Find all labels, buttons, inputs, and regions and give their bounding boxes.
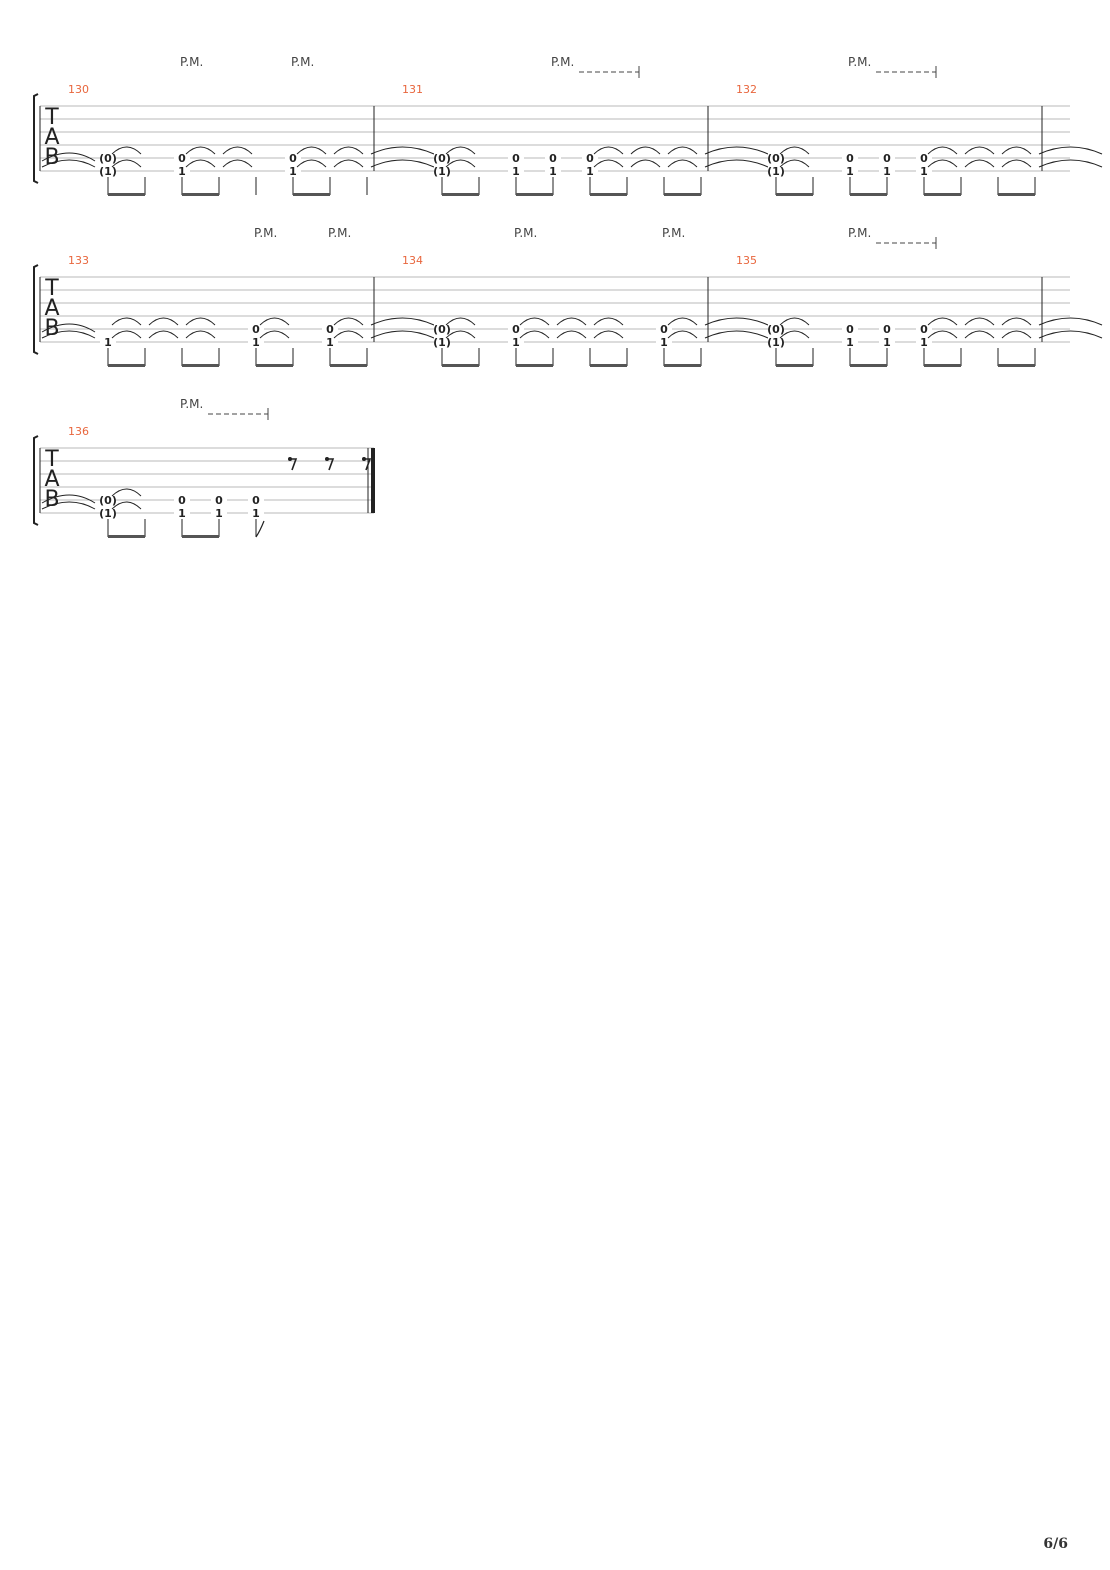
fret-number: 1 xyxy=(883,165,891,178)
tie-arc xyxy=(965,331,994,338)
palm-mute-label: P.M. xyxy=(848,226,872,240)
fret-number: (1) xyxy=(99,507,117,520)
tie-arc xyxy=(186,147,215,154)
beam xyxy=(182,535,219,538)
tie-arc xyxy=(186,160,215,167)
tie-arc xyxy=(1039,160,1102,167)
bar-number: 135 xyxy=(736,254,757,267)
system-bracket xyxy=(34,436,38,525)
fret-number: 1 xyxy=(883,336,891,349)
tie-arc xyxy=(186,318,215,325)
tie-arc xyxy=(149,331,178,338)
beam xyxy=(998,193,1035,196)
tie-arc xyxy=(965,318,994,325)
tab-clef-letter: A xyxy=(44,125,60,150)
fret-number: 0 xyxy=(846,152,854,165)
fret-number: 1 xyxy=(920,336,928,349)
fret-number: 1 xyxy=(846,336,854,349)
fret-number: (1) xyxy=(433,165,451,178)
tie-arc xyxy=(1002,147,1031,154)
fret-number: 0 xyxy=(178,152,186,165)
tie-arc xyxy=(371,160,434,167)
palm-mute-label: P.M. xyxy=(254,226,278,240)
fret-number: 0 xyxy=(586,152,594,165)
tie-arc xyxy=(260,318,289,325)
bar-number: 132 xyxy=(736,83,757,96)
fret-number: 0 xyxy=(920,152,928,165)
fret-number: 1 xyxy=(104,336,112,349)
tie-arc xyxy=(1039,331,1102,338)
tab-clef-letter: A xyxy=(44,467,60,492)
beam xyxy=(516,193,553,196)
palm-mute-label: P.M. xyxy=(180,397,204,411)
beam xyxy=(108,364,145,367)
tie-arc xyxy=(297,160,326,167)
fret-number: (0) xyxy=(99,494,117,507)
tie-arc xyxy=(631,160,660,167)
tie-arc xyxy=(668,318,697,325)
tie-arc xyxy=(149,318,178,325)
beam xyxy=(256,364,293,367)
tie-arc xyxy=(928,331,957,338)
fret-number: (1) xyxy=(767,165,785,178)
beam xyxy=(182,364,219,367)
fret-number: 1 xyxy=(660,336,668,349)
tie-arc xyxy=(557,331,586,338)
tie-arc xyxy=(705,147,768,154)
tie-arc xyxy=(334,147,363,154)
fret-number: 1 xyxy=(846,165,854,178)
tie-arc xyxy=(334,160,363,167)
fret-number: 0 xyxy=(883,152,891,165)
beam xyxy=(590,193,627,196)
tab-clef-letter: B xyxy=(44,487,60,512)
tab-clef-letter: B xyxy=(44,316,60,341)
tie-arc xyxy=(1002,331,1031,338)
fret-number: (0) xyxy=(433,152,451,165)
beam xyxy=(664,364,701,367)
beam xyxy=(182,193,219,196)
beam xyxy=(442,193,479,196)
tie-arc xyxy=(928,318,957,325)
fret-number: 0 xyxy=(252,323,260,336)
tie-arc xyxy=(297,147,326,154)
palm-mute-label: P.M. xyxy=(328,226,352,240)
fret-number: 1 xyxy=(178,507,186,520)
tie-arc xyxy=(668,331,697,338)
fret-number: 1 xyxy=(215,507,223,520)
tie-arc xyxy=(668,160,697,167)
fret-number: 1 xyxy=(512,165,520,178)
beam xyxy=(850,364,887,367)
tie-arc xyxy=(112,331,141,338)
fret-number: (0) xyxy=(433,323,451,336)
tie-arc xyxy=(1039,147,1102,154)
fret-number: 0 xyxy=(326,323,334,336)
tie-arc xyxy=(371,147,434,154)
tie-arc xyxy=(260,331,289,338)
fret-number: 0 xyxy=(846,323,854,336)
eighth-rest-dot xyxy=(362,457,366,461)
note-flag xyxy=(256,521,264,537)
beam xyxy=(590,364,627,367)
fret-number: 0 xyxy=(660,323,668,336)
palm-mute-label: P.M. xyxy=(551,55,575,69)
eighth-rest-dot xyxy=(288,457,292,461)
tab-clef-letter: A xyxy=(44,296,60,321)
fret-number: 1 xyxy=(252,336,260,349)
palm-mute-label: P.M. xyxy=(662,226,686,240)
bar-number: 133 xyxy=(68,254,89,267)
tie-arc xyxy=(705,160,768,167)
tie-arc xyxy=(557,318,586,325)
fret-number: (0) xyxy=(99,152,117,165)
system-bracket xyxy=(34,94,38,183)
beam xyxy=(516,364,553,367)
fret-number: 0 xyxy=(920,323,928,336)
beam xyxy=(924,193,961,196)
tie-arc xyxy=(928,160,957,167)
fret-number: 1 xyxy=(512,336,520,349)
bar-number: 136 xyxy=(68,425,89,438)
tie-arc xyxy=(594,147,623,154)
tie-arc xyxy=(223,160,252,167)
beam xyxy=(442,364,479,367)
tie-arc xyxy=(520,331,549,338)
fret-number: 0 xyxy=(178,494,186,507)
fret-number: 0 xyxy=(252,494,260,507)
bar-number: 134 xyxy=(402,254,423,267)
beam xyxy=(776,193,813,196)
palm-mute-label: P.M. xyxy=(180,55,204,69)
tie-arc xyxy=(594,331,623,338)
fret-number: (0) xyxy=(767,323,785,336)
tie-arc xyxy=(965,147,994,154)
fret-number: 1 xyxy=(586,165,594,178)
beam xyxy=(293,193,330,196)
page-number: 6/6 xyxy=(1043,1536,1068,1552)
beam xyxy=(998,364,1035,367)
beam xyxy=(108,535,145,538)
bar-number: 130 xyxy=(68,83,89,96)
beam xyxy=(850,193,887,196)
tie-arc xyxy=(631,147,660,154)
palm-mute-label: P.M. xyxy=(514,226,538,240)
tie-arc xyxy=(223,147,252,154)
fret-number: 1 xyxy=(252,507,260,520)
fret-number: 1 xyxy=(289,165,297,178)
tie-arc xyxy=(594,160,623,167)
tab-clef-letter: B xyxy=(44,145,60,170)
fret-number: 0 xyxy=(289,152,297,165)
tie-arc xyxy=(594,318,623,325)
system-bracket xyxy=(34,265,38,354)
tab-clef-letter: T xyxy=(45,276,59,301)
tie-arc xyxy=(112,318,141,325)
fret-number: 0 xyxy=(883,323,891,336)
fret-number: (1) xyxy=(99,165,117,178)
fret-number: 1 xyxy=(326,336,334,349)
tie-arc xyxy=(1002,318,1031,325)
bar-number: 131 xyxy=(402,83,423,96)
tie-arc xyxy=(1002,160,1031,167)
eighth-rest-dot xyxy=(325,457,329,461)
fret-number: 0 xyxy=(215,494,223,507)
tie-arc xyxy=(668,147,697,154)
tie-arc xyxy=(334,331,363,338)
fret-number: (0) xyxy=(767,152,785,165)
fret-number: 1 xyxy=(549,165,557,178)
tie-arc xyxy=(1039,318,1102,325)
fret-number: 0 xyxy=(512,323,520,336)
tie-arc xyxy=(186,331,215,338)
fret-number: (1) xyxy=(767,336,785,349)
tie-arc xyxy=(928,147,957,154)
tie-arc xyxy=(334,318,363,325)
palm-mute-label: P.M. xyxy=(848,55,872,69)
fret-number: 1 xyxy=(178,165,186,178)
fret-number: 0 xyxy=(512,152,520,165)
beam xyxy=(330,364,367,367)
tie-arc xyxy=(371,331,434,338)
beam xyxy=(776,364,813,367)
tie-arc xyxy=(520,318,549,325)
tab-clef-letter: T xyxy=(45,447,59,472)
tie-arc xyxy=(705,331,768,338)
fret-number: (1) xyxy=(433,336,451,349)
fret-number: 1 xyxy=(920,165,928,178)
beam xyxy=(924,364,961,367)
beam xyxy=(108,193,145,196)
fret-number: 0 xyxy=(549,152,557,165)
tie-arc xyxy=(965,160,994,167)
tie-arc xyxy=(371,318,434,325)
beam xyxy=(664,193,701,196)
tie-arc xyxy=(705,318,768,325)
tab-clef-letter: T xyxy=(45,105,59,130)
palm-mute-label: P.M. xyxy=(291,55,315,69)
